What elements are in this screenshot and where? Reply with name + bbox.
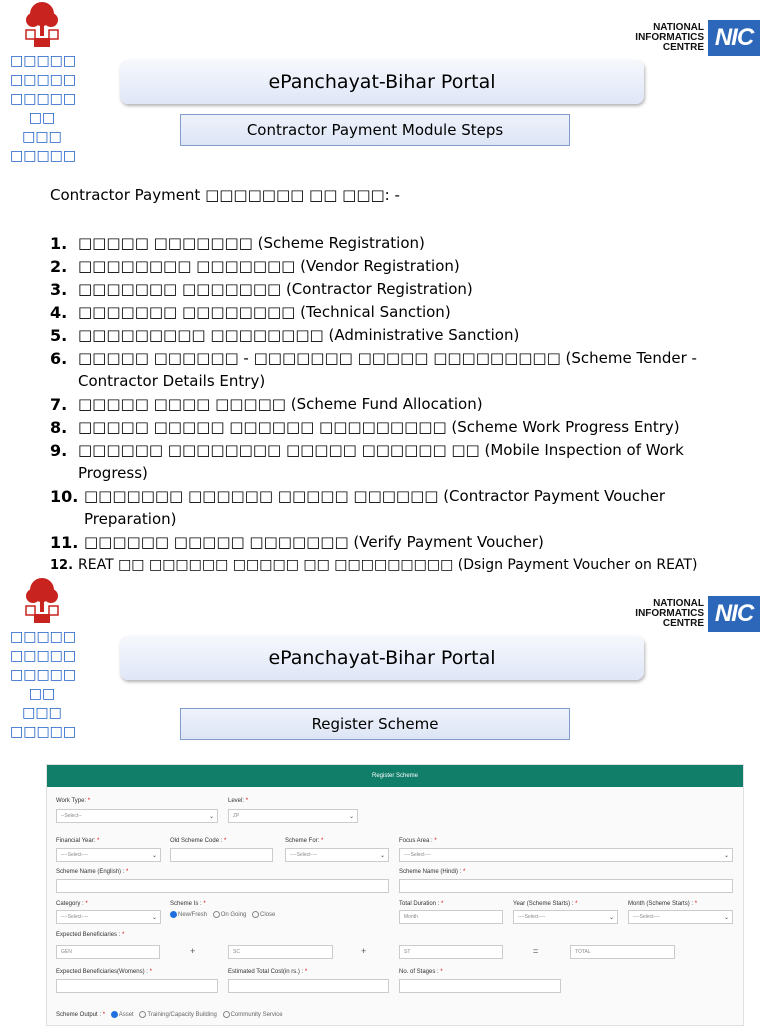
select-value: ----Select---- [61, 914, 89, 920]
required-mark: * [694, 901, 698, 907]
step-number: 8. [50, 418, 68, 437]
step-item [50, 347, 750, 393]
dept-line: □□□□□ [10, 53, 77, 69]
nic-line: NATIONAL [653, 22, 704, 33]
step-number: 2. [50, 257, 68, 276]
step-item [50, 324, 750, 347]
required-mark: * [85, 901, 88, 907]
label-text: Expected Beneficiaries : [56, 932, 121, 938]
step-text: □□□□□□□□□ □□□□□□□□ (Administrative Sanction) [78, 326, 520, 344]
focus-area-label [399, 838, 437, 844]
portal-title: ePanchayat-Bihar Portal [120, 60, 644, 104]
department-name [10, 628, 77, 742]
required-mark: * [97, 838, 100, 844]
nic-line: NATIONAL [653, 598, 704, 609]
input-placeholder: Month [404, 914, 418, 920]
required-mark: * [463, 869, 466, 875]
level-select[interactable] [228, 809, 358, 823]
total-duration-input[interactable] [399, 910, 503, 924]
dept-line: □□□□□ [10, 648, 77, 664]
chevron-down-icon: ⌄ [151, 914, 157, 921]
step-text: □□□□□□□ □□□□□□ □□□□□ □□□□□□ (Contractor Payment Voucher Preparation) [84, 487, 666, 528]
nic-logo-text [635, 23, 704, 53]
step-number: 7. [50, 395, 68, 414]
radio-label: Asset [118, 1012, 134, 1019]
label-text: Scheme Name (Hindi) : [399, 869, 462, 875]
radio-on-going[interactable] [213, 911, 220, 918]
input-placeholder: SC [233, 949, 240, 955]
work-type-select[interactable] [56, 809, 218, 823]
bihar-emblem-block [10, 0, 77, 166]
radio-community-service[interactable] [223, 1011, 230, 1018]
scheme-name-hindi-label [399, 869, 465, 875]
bihar-emblem-block [10, 576, 77, 742]
required-mark: * [575, 901, 578, 907]
estimated-cost-label [228, 969, 307, 975]
required-mark: * [149, 969, 152, 975]
step-item [50, 416, 750, 439]
label-text: Level: [228, 798, 245, 804]
step-item [50, 278, 750, 301]
chevron-down-icon: ⌄ [379, 852, 385, 859]
nic-line: CENTRE [662, 618, 704, 629]
nic-line: INFORMATICS [635, 32, 704, 43]
dept-line: □□□□□ [10, 91, 77, 107]
select-value: ----Select---- [518, 914, 546, 920]
financial-year-select[interactable] [56, 848, 161, 862]
label-text: Scheme Name (English) : [56, 869, 125, 875]
nic-logo-text [635, 599, 704, 629]
radio-new-fresh[interactable] [170, 911, 177, 918]
input-placeholder: TOTAL [575, 949, 591, 955]
beneficiaries-total-input [570, 945, 675, 959]
work-type-label [56, 798, 90, 804]
step-text: □□□□□□ □□□□□ □□□□□□□ (Verify Payment Voucher) [84, 533, 544, 551]
estimated-cost-input[interactable] [228, 979, 389, 993]
label-text: Expected Beneficiaries(Womens) : [56, 969, 148, 975]
beneficiaries-gen-input[interactable] [56, 945, 160, 959]
nic-line: CENTRE [662, 42, 704, 53]
step-item [50, 439, 750, 485]
step-number: 1. [50, 234, 68, 253]
scheme-is-label [170, 901, 206, 907]
label-text: Category : [56, 901, 84, 907]
step-number: 6. [50, 349, 68, 368]
step-number: 12. [50, 558, 74, 573]
register-scheme-form [46, 764, 744, 1026]
step-item [50, 301, 750, 324]
required-mark: * [122, 932, 125, 938]
step-text: □□□□□ □□□□□□□ (Scheme Registration) [78, 234, 425, 252]
dept-line: □□ □□□ [22, 686, 62, 721]
label-text: Work Type: [56, 798, 87, 804]
step-text: REAT □□ □□□□□□ □□□□□ □□ □□□□□□□□□ (Dsign Payment Voucher on REAT) [78, 557, 698, 573]
required-mark: * [434, 838, 437, 844]
label-text: Month (Scheme Starts) : [628, 901, 694, 907]
step-number: 9. [50, 441, 68, 460]
select-value: --Select-- [61, 813, 82, 819]
financial-year-label [56, 838, 99, 844]
chevron-down-icon: ⌄ [348, 813, 354, 820]
radio-training[interactable] [139, 1011, 146, 1018]
dept-line: □□ □□□ [22, 110, 62, 145]
step-item [50, 531, 750, 554]
dept-line: □□□□□ [10, 148, 77, 164]
bihar-emblem-icon [20, 0, 64, 50]
label-text: Focus Area : [399, 838, 433, 844]
no-of-stages-label [399, 969, 443, 975]
select-value: ----Select---- [404, 852, 432, 858]
step-number: 10. [50, 487, 79, 506]
required-mark: * [102, 1012, 106, 1019]
chevron-down-icon: ⌄ [151, 852, 157, 859]
beneficiaries-st-input[interactable] [399, 945, 503, 959]
slide-subtitle: Contractor Payment Module Steps [180, 114, 570, 146]
required-mark: * [224, 838, 227, 844]
required-mark: * [441, 901, 444, 907]
scheme-for-select[interactable] [285, 848, 389, 862]
step-number: 5. [50, 326, 68, 345]
chevron-down-icon: ⌄ [608, 914, 614, 921]
label-text: Year (Scheme Starts) : [513, 901, 574, 907]
dept-line: □□□□□ [10, 629, 77, 645]
chevron-down-icon: ⌄ [723, 914, 729, 921]
required-mark: * [304, 969, 308, 975]
old-scheme-code-input[interactable] [170, 848, 273, 862]
portal-title: ePanchayat-Bihar Portal [120, 636, 644, 680]
select-value: ----Select---- [290, 852, 318, 858]
input-placeholder: ST [404, 949, 411, 955]
select-value: ----Select---- [61, 852, 89, 858]
scheme-name-english-input[interactable] [56, 879, 389, 893]
label-text: Scheme For: [285, 838, 320, 844]
chevron-down-icon: ⌄ [723, 852, 729, 859]
equals-sign: = [533, 946, 539, 956]
slide-subtitle: Register Scheme [180, 708, 570, 740]
radio-label: Close [260, 912, 276, 919]
radio-close[interactable] [252, 911, 259, 918]
label-text: Financial Year: [56, 838, 96, 844]
label-text: Total Duration : [399, 901, 440, 907]
step-text: □□□□□ □□□□□ □□□□□□ □□□□□□□□□ (Scheme Work Progress Entry) [78, 418, 680, 436]
required-mark: * [203, 901, 206, 907]
required-mark: * [87, 798, 91, 804]
total-duration-label [399, 901, 443, 907]
scheme-name-english-label [56, 869, 128, 875]
scheme-name-hindi-input[interactable] [399, 879, 733, 893]
dept-line: □□□□□ [10, 667, 77, 683]
form-header: Register Scheme [47, 765, 743, 787]
beneficiaries-women-label [56, 969, 152, 975]
label-text: Scheme Output : [56, 1012, 102, 1019]
steps-list [50, 232, 750, 577]
step-text: □□□□□□□ □□□□□□□□ (Technical Sanction) [78, 303, 451, 321]
required-mark: * [321, 838, 324, 844]
step-item [50, 255, 750, 278]
radio-label: Training/Capacity Building [147, 1012, 217, 1019]
scheme-is-radio-group [166, 911, 275, 918]
step-text: □□□□□ □□□□ □□□□□ (Scheme Fund Allocation) [78, 395, 483, 413]
step-text: □□□□□ □□□□□□ - □□□□□□□ □□□□□ □□□□□□□□□ (Scheme Tender - Contractor Details Entry) [78, 349, 697, 390]
nic-line: INFORMATICS [635, 608, 704, 619]
radio-label: On Going [220, 912, 247, 919]
label-text: Old Scheme Code : [170, 838, 223, 844]
nic-logo [635, 20, 760, 56]
bihar-emblem-icon [20, 576, 64, 626]
step-text: □□□□□□□□ □□□□□□□ (Vendor Registration) [78, 257, 460, 275]
required-mark: * [126, 869, 129, 875]
beneficiaries-sc-input[interactable] [228, 945, 333, 959]
radio-label: New/Fresh [178, 912, 208, 919]
step-item [50, 485, 750, 531]
step-number: 11. [50, 533, 79, 552]
scheme-for-label [285, 838, 323, 844]
beneficiaries-women-input[interactable] [56, 979, 218, 993]
month-scheme-starts-select[interactable] [628, 910, 733, 924]
category-select[interactable] [56, 910, 161, 924]
step-text: □□□□□□□ □□□□□□□ (Contractor Registration) [78, 280, 473, 298]
step-text: □□□□□□ □□□□□□□□ □□□□□ □□□□□□ □□ (Mobile Inspection of Work Progress) [78, 441, 684, 482]
step-number: 3. [50, 280, 68, 299]
step-item [50, 393, 750, 416]
month-scheme-starts-label [628, 901, 697, 907]
no-of-stages-input[interactable] [399, 979, 561, 993]
label-text: Estimated Total Cost(in rs.) : [228, 969, 304, 975]
plus-sign: + [190, 946, 196, 956]
chevron-down-icon: ⌄ [208, 813, 214, 820]
nic-logo [635, 596, 760, 632]
scheme-output-group [56, 1011, 283, 1018]
plus-sign: + [361, 946, 367, 956]
year-scheme-starts-select[interactable] [513, 910, 618, 924]
dept-line: □□□□□ [10, 724, 77, 740]
steps-intro: Contractor Payment □□□□□□□ □□ □□□: - [50, 186, 400, 204]
radio-asset[interactable] [111, 1011, 118, 1018]
select-value: ----Select---- [633, 914, 661, 920]
department-name [10, 52, 77, 166]
expected-beneficiaries-label [56, 932, 124, 938]
category-label [56, 901, 88, 907]
nic-mark-icon: NIC [708, 20, 760, 56]
year-scheme-starts-label [513, 901, 577, 907]
label-text: Scheme Is : [170, 901, 202, 907]
required-mark: * [245, 798, 249, 804]
input-placeholder: GEN [61, 949, 72, 955]
label-text: No. of Stages : [399, 969, 439, 975]
level-label [228, 798, 248, 804]
radio-label: Community Service [230, 1012, 283, 1019]
dept-line: □□□□□ [10, 72, 77, 88]
required-mark: * [440, 969, 443, 975]
focus-area-select[interactable] [399, 848, 733, 862]
old-scheme-code-label [170, 838, 226, 844]
step-item [50, 232, 750, 255]
select-value: ZP [233, 813, 240, 819]
step-number: 4. [50, 303, 68, 322]
nic-mark-icon: NIC [708, 596, 760, 632]
